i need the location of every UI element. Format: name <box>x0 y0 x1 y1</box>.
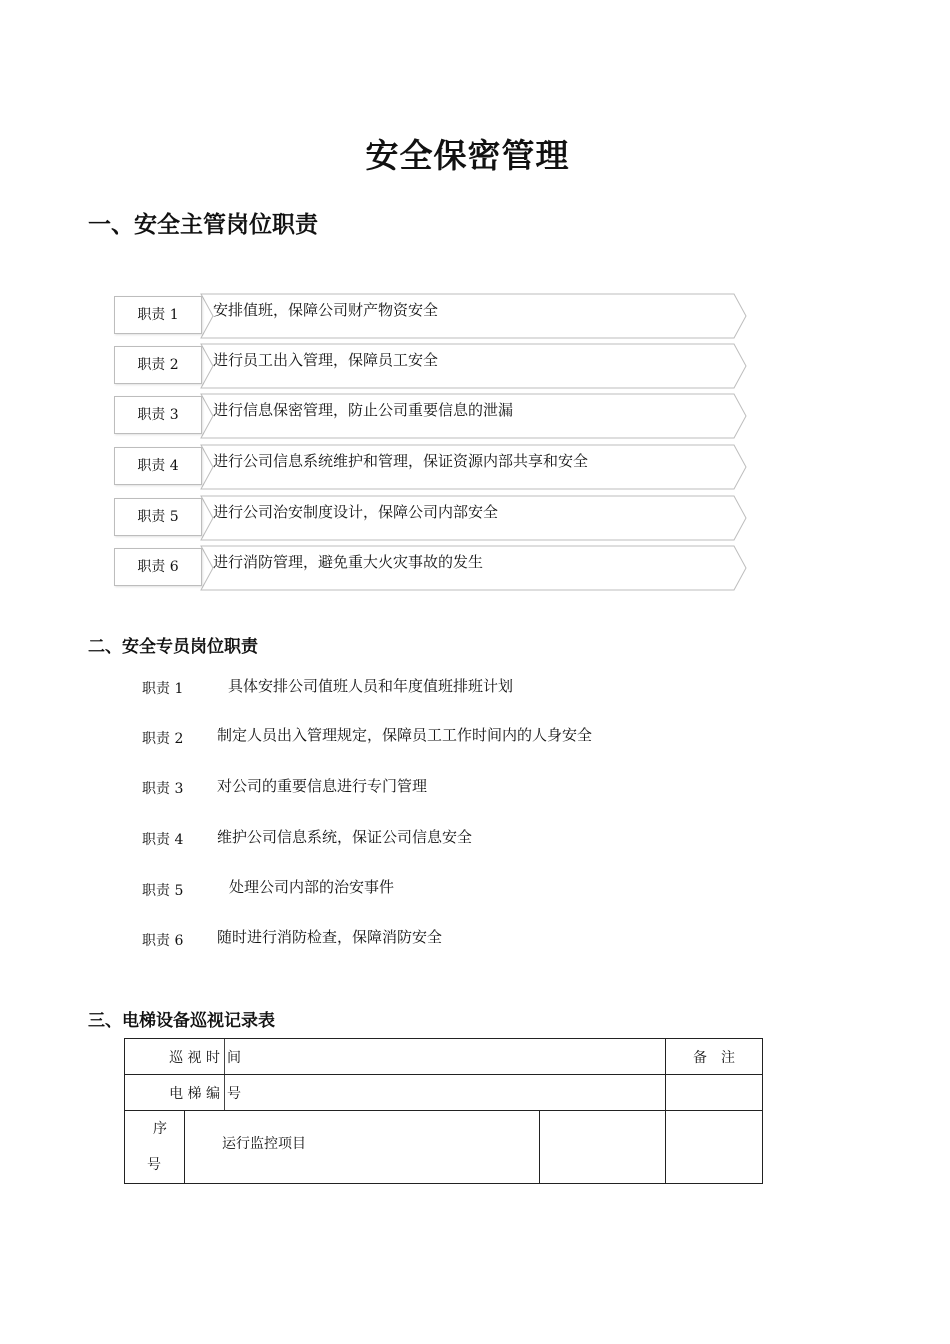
elevator-no-label-tail: 号 <box>227 1085 241 1102</box>
patrol-time-value-cell[interactable] <box>225 1039 666 1075</box>
monitor-remark-cell[interactable] <box>666 1111 763 1184</box>
seq-label-top: 序 <box>153 1121 167 1137</box>
monitor-items-label: 运行监控项目 <box>185 1111 540 1184</box>
duty-label: 职责 1 <box>114 296 202 334</box>
duty-text: 进行公司治安制度设计，保障公司内部安全 <box>213 503 499 521</box>
duty-text: 进行员工出入管理，保障员工安全 <box>213 351 439 369</box>
elevator-no-value-cell[interactable] <box>225 1075 666 1111</box>
duty-label: 职责 5 <box>114 498 202 536</box>
duty-label: 职责 1 <box>142 681 184 697</box>
duty-label: 职责 2 <box>142 731 184 747</box>
duty-text: 制定人员出入管理规定，保障员工工作时间内的人身安全 <box>217 726 593 744</box>
section1-heading: 一、安全主管岗位职责 <box>88 212 318 238</box>
duty-text: 随时进行消防检查，保障消防安全 <box>217 928 443 946</box>
section3-heading: 三、电梯设备巡视记录表 <box>88 1011 275 1031</box>
duty-text: 维护公司信息系统，保证公司信息安全 <box>217 828 473 846</box>
duty-text: 安排值班，保障公司财产物资安全 <box>213 301 439 319</box>
remark-label: 备 注 <box>666 1039 763 1075</box>
remark-cell[interactable] <box>666 1075 763 1111</box>
duty-label: 职责 6 <box>114 548 202 586</box>
table-row <box>125 1111 763 1184</box>
duty-row <box>114 393 754 439</box>
seq-label-cell <box>125 1111 185 1184</box>
duty-label: 职责 2 <box>114 346 202 384</box>
duty-row <box>114 343 754 389</box>
patrol-time-label-tail: 间 <box>227 1049 241 1066</box>
duty-label: 职责 4 <box>142 832 184 848</box>
duty-row <box>114 444 754 490</box>
seq-label-bottom: 号 <box>147 1157 161 1173</box>
page-title: 安全保密管理 <box>365 136 570 175</box>
elevator-patrol-table <box>124 1038 763 1184</box>
duty-row <box>114 293 754 339</box>
duty-text: 对公司的重要信息进行专门管理 <box>217 777 428 795</box>
patrol-time-label: 巡 视 时 <box>125 1039 225 1075</box>
duty-text: 进行公司信息系统维护和管理，保证资源内部共享和安全 <box>213 452 589 470</box>
section2-heading: 二、安全专员岗位职责 <box>88 637 258 657</box>
duty-text: 进行信息保密管理，防止公司重要信息的泄漏 <box>213 401 514 419</box>
duty-text: 处理公司内部的治安事件 <box>229 878 395 896</box>
duty-label: 职责 3 <box>114 396 202 434</box>
duty-row <box>114 545 754 591</box>
duty-label: 职责 3 <box>142 781 184 797</box>
table-row <box>125 1039 763 1075</box>
duty-text: 具体安排公司值班人员和年度值班排班计划 <box>228 677 514 695</box>
duty-label: 职责 5 <box>142 883 184 899</box>
monitor-value-cell[interactable] <box>540 1111 666 1184</box>
elevator-no-label: 电 梯 编 <box>125 1075 225 1111</box>
duty-label: 职责 4 <box>114 447 202 485</box>
duty-text: 进行消防管理，避免重大火灾事故的发生 <box>213 553 484 571</box>
table-row <box>125 1075 763 1111</box>
duty-label: 职责 6 <box>142 933 184 949</box>
duty-row <box>114 495 754 541</box>
